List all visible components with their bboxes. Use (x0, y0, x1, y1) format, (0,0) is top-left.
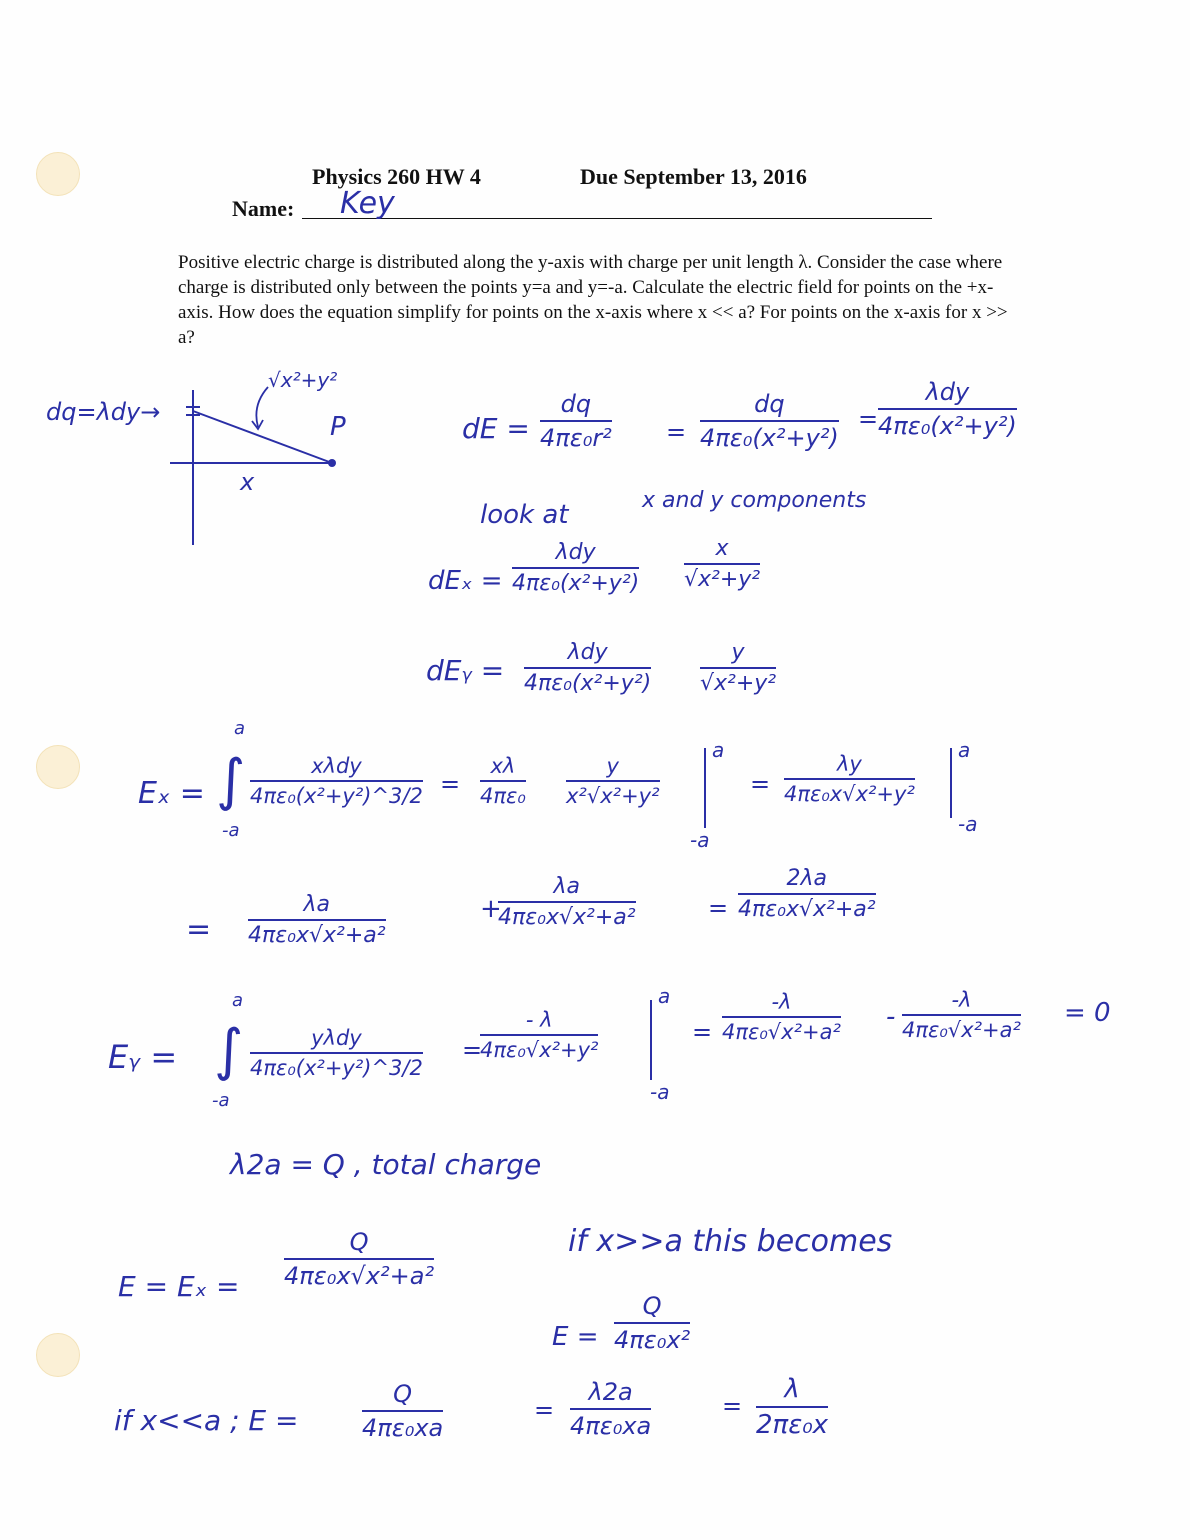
near-field-condition: if x<<a ; E = (114, 1404, 299, 1437)
due-date: Due September 13, 2016 (580, 164, 807, 189)
Ex2-fraction-1: $\frac{\lambda a}{\text{4πε₀x√x²+a²}}$ (248, 892, 386, 948)
Enear-equals-1: = (534, 1396, 555, 1424)
Ey-eval-lower: -a (650, 1080, 670, 1104)
binder-hole-top (36, 152, 80, 196)
Enear-equals-2: = (722, 1392, 743, 1420)
Ex2-plus: + (480, 894, 502, 924)
E-lhs: E = Eₓ = (118, 1270, 240, 1303)
E-fraction: $\frac{Q}{\text{4πε₀x√x²+a²}}$ (284, 1228, 435, 1290)
dEy-fraction-2: $\frac{y}{\text{√x²+y²}}$ (700, 640, 777, 696)
total-charge-note: λ2a = Q , total charge (230, 1148, 542, 1181)
Ex-fraction-3: $\frac{y}{\text{x²√x²+y²}}$ (566, 754, 660, 808)
Ex-eval-upper-1: a (712, 738, 725, 762)
dEx-fraction-1: λdy 4πε₀(x²+y²) (512, 540, 640, 596)
charge-diagram (40, 365, 360, 555)
Efar-fraction: $\frac{Q}{\text{4πε₀x²}}$ (614, 1292, 691, 1354)
Enear-fraction-1: $\frac{Q}{\text{4πε₀xa}}$ (362, 1380, 444, 1442)
Enear-fraction-3: $\frac{\lambda}{\text{2πε₀x}}$ (756, 1374, 829, 1440)
dE-lhs: dE = (462, 412, 530, 445)
Efar-lhs: E = (552, 1322, 599, 1352)
dE-equals-1: = (666, 418, 687, 446)
Ex2-equals: = (186, 912, 212, 947)
Ex2-fraction-3: $\frac{2\lambda a}{\text{4πε₀x√x²+a²}}$ (738, 866, 876, 922)
Ey-equals-2: = (692, 1018, 713, 1046)
dE-fraction-2: $\frac{dq}{\text{4πε₀(x²+y²)}}$ (700, 390, 839, 452)
Ey-fraction-3: $\frac{-\lambda}{\text{4πε₀√x²+a²}}$ (722, 990, 841, 1044)
Ex-equals-1: = (440, 770, 461, 798)
binder-hole-middle (36, 745, 80, 789)
Ex-eval-lower-2: -a (958, 812, 978, 836)
name-label: Name: (232, 196, 295, 221)
dEy-fraction-1: λdy 4πε₀(x²+y²) (524, 640, 652, 696)
dEy-lhs: dEᵧ = (426, 654, 505, 687)
Ey-minus: - (886, 1002, 896, 1032)
far-field-condition: if x>>a this becomes (568, 1224, 893, 1259)
Ey-fraction-1: yλdy 4πε₀(x²+y²)^3/2 (250, 1026, 423, 1080)
Ey-integral-sign: ∫ (214, 1018, 244, 1083)
Ex2-fraction-2: $\frac{\lambda a}{\text{4πε₀x√x²+a²}}$ (498, 874, 636, 930)
dE-equals-2: = (858, 405, 879, 433)
Ey-lhs: Eᵧ = (108, 1038, 178, 1076)
dEx-lhs: dEₓ = (428, 566, 503, 596)
Ex-equals-2: = (750, 770, 771, 798)
Ex-eval-lower-1: -a (690, 828, 710, 852)
dq-label: dq=λdy→ (46, 398, 161, 426)
Ex-fraction-1: xλdy 4πε₀(x²+y²)^3/2 (250, 754, 423, 808)
Ex2-equals-2: = (708, 894, 729, 922)
problem-statement: Positive electric charge is distributed along the y-axis with charge per unit length λ. Consider the case where charge is distributed only between the points y=a and y=-a. Calculate the electric field for points on the +x-axis. How does the equation simplify for points on the x-axis where x << a? For points on the x-axis for x >> a? (178, 252, 1008, 348)
Ex-lhs: Eₓ = (138, 776, 205, 811)
components-note: x and y components (642, 488, 867, 513)
Ex-fraction-2: $\frac{x\lambda}{\text{4πε₀}}$ (480, 754, 526, 808)
Ex-integral-lower: -a (222, 820, 240, 841)
Ey-fraction-2: $\frac{- \lambda}{\text{4πε₀√x²+y²}}$ (480, 1008, 599, 1062)
name-value: Key (340, 186, 395, 221)
Ex-integral-upper: a (234, 718, 246, 739)
Ex-integral-sign: ∫ (216, 748, 246, 813)
dEx-fraction-2: $\frac{x}{\text{√x²+y²}}$ (684, 536, 761, 592)
Ey-result: = 0 (1064, 998, 1111, 1028)
name-underline (302, 218, 932, 219)
x-distance-label: x (240, 468, 255, 496)
Ex-fraction-4: $\frac{\lambda y}{\text{4πε₀x√x²+y²}}$ (784, 752, 915, 806)
Ey-integral-upper: a (232, 990, 244, 1011)
dE-fraction-1: $\frac{dq}{\text{4πε₀r²}}$ (540, 390, 612, 452)
dE-fraction-3: λdy 4πε₀(x²+y²) (878, 378, 1017, 440)
Ex-eval-upper-2: a (958, 738, 971, 762)
Ey-eval-bar (650, 1000, 652, 1080)
Ex-eval-bar-1 (704, 748, 706, 828)
Ey-fraction-4: $\frac{-\lambda}{\text{4πε₀√x²+a²}}$ (902, 988, 1021, 1042)
Ey-eval-upper: a (658, 984, 671, 1008)
course-title: Physics 260 HW 4 (312, 164, 481, 189)
Ex-eval-bar-2 (950, 748, 952, 818)
Ey-equals-1: = (462, 1036, 483, 1064)
distance-label: √x²+y² (268, 368, 338, 392)
Ey-integral-lower: -a (212, 1090, 230, 1111)
point-p-label: P (330, 412, 346, 442)
binder-hole-bottom (36, 1333, 80, 1377)
look-at-note: look at (480, 500, 569, 530)
Enear-fraction-2: $\frac{\lambda 2a}{\text{4πε₀xa}}$ (570, 1378, 652, 1440)
